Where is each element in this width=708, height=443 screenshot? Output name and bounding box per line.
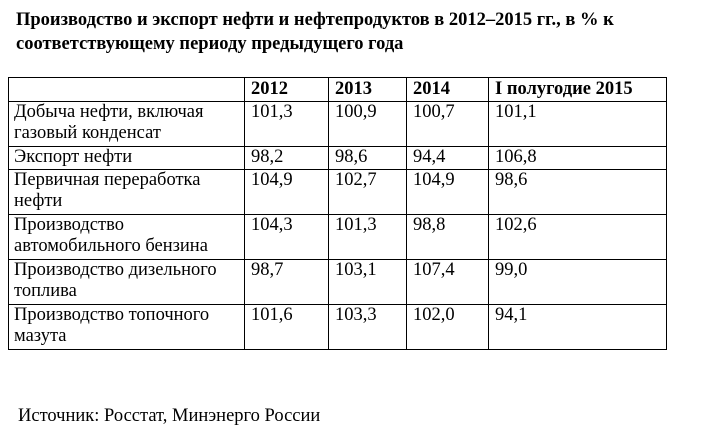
table-cell: 106,8 — [489, 147, 667, 170]
table-cell: 100,9 — [329, 102, 407, 147]
table-cell: 100,7 — [407, 102, 489, 147]
row-label: Первичная переработка нефти — [9, 170, 245, 215]
table-cell: 101,3 — [329, 215, 407, 260]
row-label: Экспорт нефти — [9, 147, 245, 170]
header-cell-empty — [9, 78, 245, 102]
row-label: Добыча нефти, включая газовый конденсат — [9, 102, 245, 147]
table-row — [9, 305, 667, 350]
table-cell: 102,0 — [407, 305, 489, 350]
row-label: Производство автомобильного бензина — [9, 215, 245, 260]
table-row — [9, 102, 667, 147]
table-row — [9, 260, 667, 305]
table-cell: 103,3 — [329, 305, 407, 350]
header-cell-2014: 2014 — [407, 78, 489, 102]
table-cell: 98,8 — [407, 215, 489, 260]
table-cell: 104,3 — [245, 215, 329, 260]
table-row — [9, 147, 667, 170]
table-cell: 98,7 — [245, 260, 329, 305]
table-cell: 98,6 — [329, 147, 407, 170]
source-note: Источник: Росстат, Минэнерго России — [18, 406, 321, 426]
table-cell: 94,1 — [489, 305, 667, 350]
table-cell: 101,6 — [245, 305, 329, 350]
table-cell: 94,4 — [407, 147, 489, 170]
table-row — [9, 170, 667, 215]
table-header-row — [9, 78, 667, 102]
table-cell: 107,4 — [407, 260, 489, 305]
table-cell: 101,1 — [489, 102, 667, 147]
table-cell: 98,2 — [245, 147, 329, 170]
row-label: Производство топочного мазута — [9, 305, 245, 350]
table-cell: 99,0 — [489, 260, 667, 305]
table-cell: 103,1 — [329, 260, 407, 305]
table-cell: 104,9 — [245, 170, 329, 215]
table-cell: 104,9 — [407, 170, 489, 215]
header-cell-h1-2015: I полугодие 2015 — [489, 78, 667, 102]
table-row — [9, 215, 667, 260]
data-table — [8, 77, 667, 350]
header-cell-2012: 2012 — [245, 78, 329, 102]
table-cell: 101,3 — [245, 102, 329, 147]
table-cell: 102,6 — [489, 215, 667, 260]
table-cell: 102,7 — [329, 170, 407, 215]
table-cell: 98,6 — [489, 170, 667, 215]
page-title: Производство и экспорт нефти и нефтепродуктов в 2012–2015 гг., в % к соответствующему периоду предыдущего года — [16, 10, 614, 54]
header-cell-2013: 2013 — [329, 78, 407, 102]
row-label: Производство дизельного топлива — [9, 260, 245, 305]
